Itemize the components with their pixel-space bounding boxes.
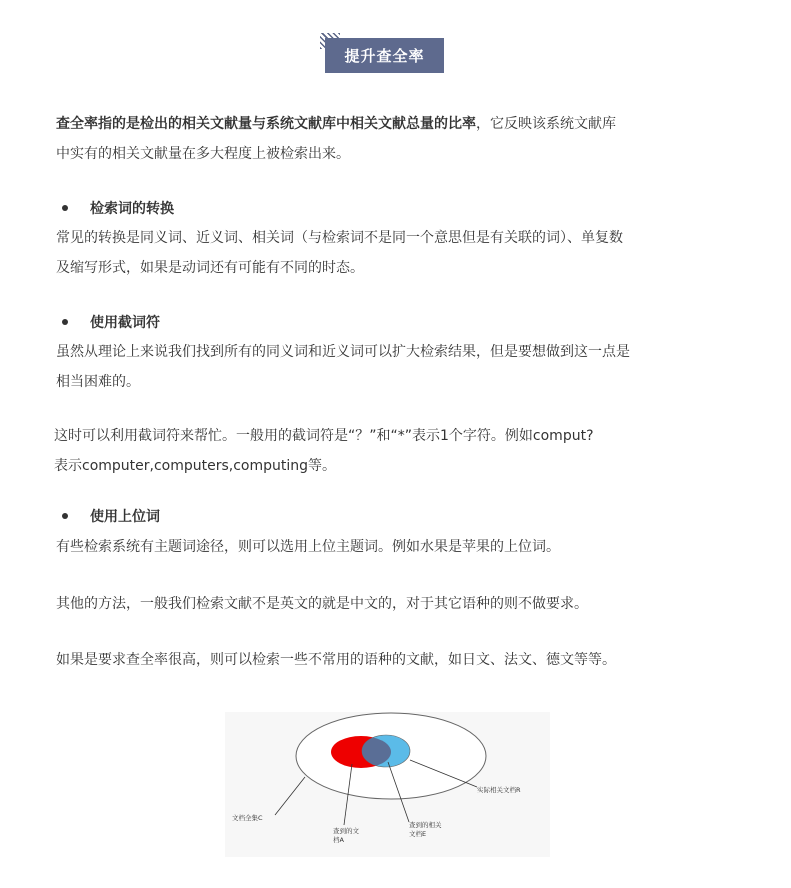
label-retrieved-line1: 查到的文 bbox=[333, 827, 359, 835]
label-retrieved-line2: 档A bbox=[333, 836, 344, 844]
bullet-dot bbox=[62, 513, 68, 519]
label-relevant-retrieved-line2: 文档E bbox=[409, 830, 427, 838]
venn-svg bbox=[225, 712, 550, 857]
intro-line2: 中实有的相关文献量在多大程度上被检索出来。 bbox=[56, 146, 350, 162]
intro-bold: 查全率指的是检出的相关文献量与系统文献库中相关文献总量的比率 bbox=[56, 116, 476, 132]
other-methods-paragraph: 其他的方法，一般我们检索文献不是英文的就是中文的，对于其它语种的则不做要求。 bbox=[56, 596, 588, 612]
high-recall-paragraph: 如果是要求查全率很高，则可以检索一些不常用的语种的文献，如日文、法文、德文等等。 bbox=[56, 652, 616, 668]
section-body-1 bbox=[56, 223, 736, 283]
truncation-line2: 表示computer,computers,computing等。 bbox=[54, 458, 337, 474]
section-heading-2 bbox=[62, 308, 160, 338]
truncation-line1: 这时可以利用截词符来帮忙。一般用的截词符是“？”和“*”表示1个字符。例如comput? bbox=[54, 428, 594, 444]
truncation-paragraph bbox=[54, 421, 734, 481]
page-title: 提升查全率 bbox=[325, 38, 444, 73]
label-relevant-retrieved-line1: 查到的相关 bbox=[409, 821, 442, 829]
title-banner bbox=[320, 33, 444, 73]
section-heading-1 bbox=[62, 194, 174, 224]
section-heading-3 bbox=[62, 502, 160, 532]
bullet-dot bbox=[62, 205, 68, 211]
label-all-documents: 文档全集C bbox=[232, 814, 263, 822]
section-1-line2: 及缩写形式，如果是动词还有可能有不同的时态。 bbox=[56, 260, 364, 276]
recall-venn-diagram bbox=[225, 712, 550, 857]
section-heading-label: 使用上位词 bbox=[90, 509, 160, 525]
intro-paragraph bbox=[56, 109, 736, 169]
label-actual-relevant: 实际相关文档R bbox=[477, 786, 521, 794]
section-1-line1: 常见的转换是同义词、近义词、相关词（与检索词不是同一个意思但是有关联的词）、单复数 bbox=[56, 230, 623, 246]
section-heading-label: 检索词的转换 bbox=[90, 201, 174, 217]
section-heading-label: 使用截词符 bbox=[90, 315, 160, 331]
section-2-line1: 虽然从理论上来说我们找到所有的同义词和近义词可以扩大检索结果，但是要想做到这一点是 bbox=[56, 344, 630, 360]
section-3-line1: 有些检索系统有主题词途径，则可以选用上位主题词。例如水果是苹果的上位词。 bbox=[56, 539, 560, 555]
bullet-dot bbox=[62, 319, 68, 325]
section-body-3 bbox=[56, 532, 736, 562]
intro-line1-rest: ，它反映该系统文献库 bbox=[476, 116, 616, 132]
section-2-line2: 相当困难的。 bbox=[56, 374, 140, 390]
section-body-2 bbox=[56, 337, 736, 397]
